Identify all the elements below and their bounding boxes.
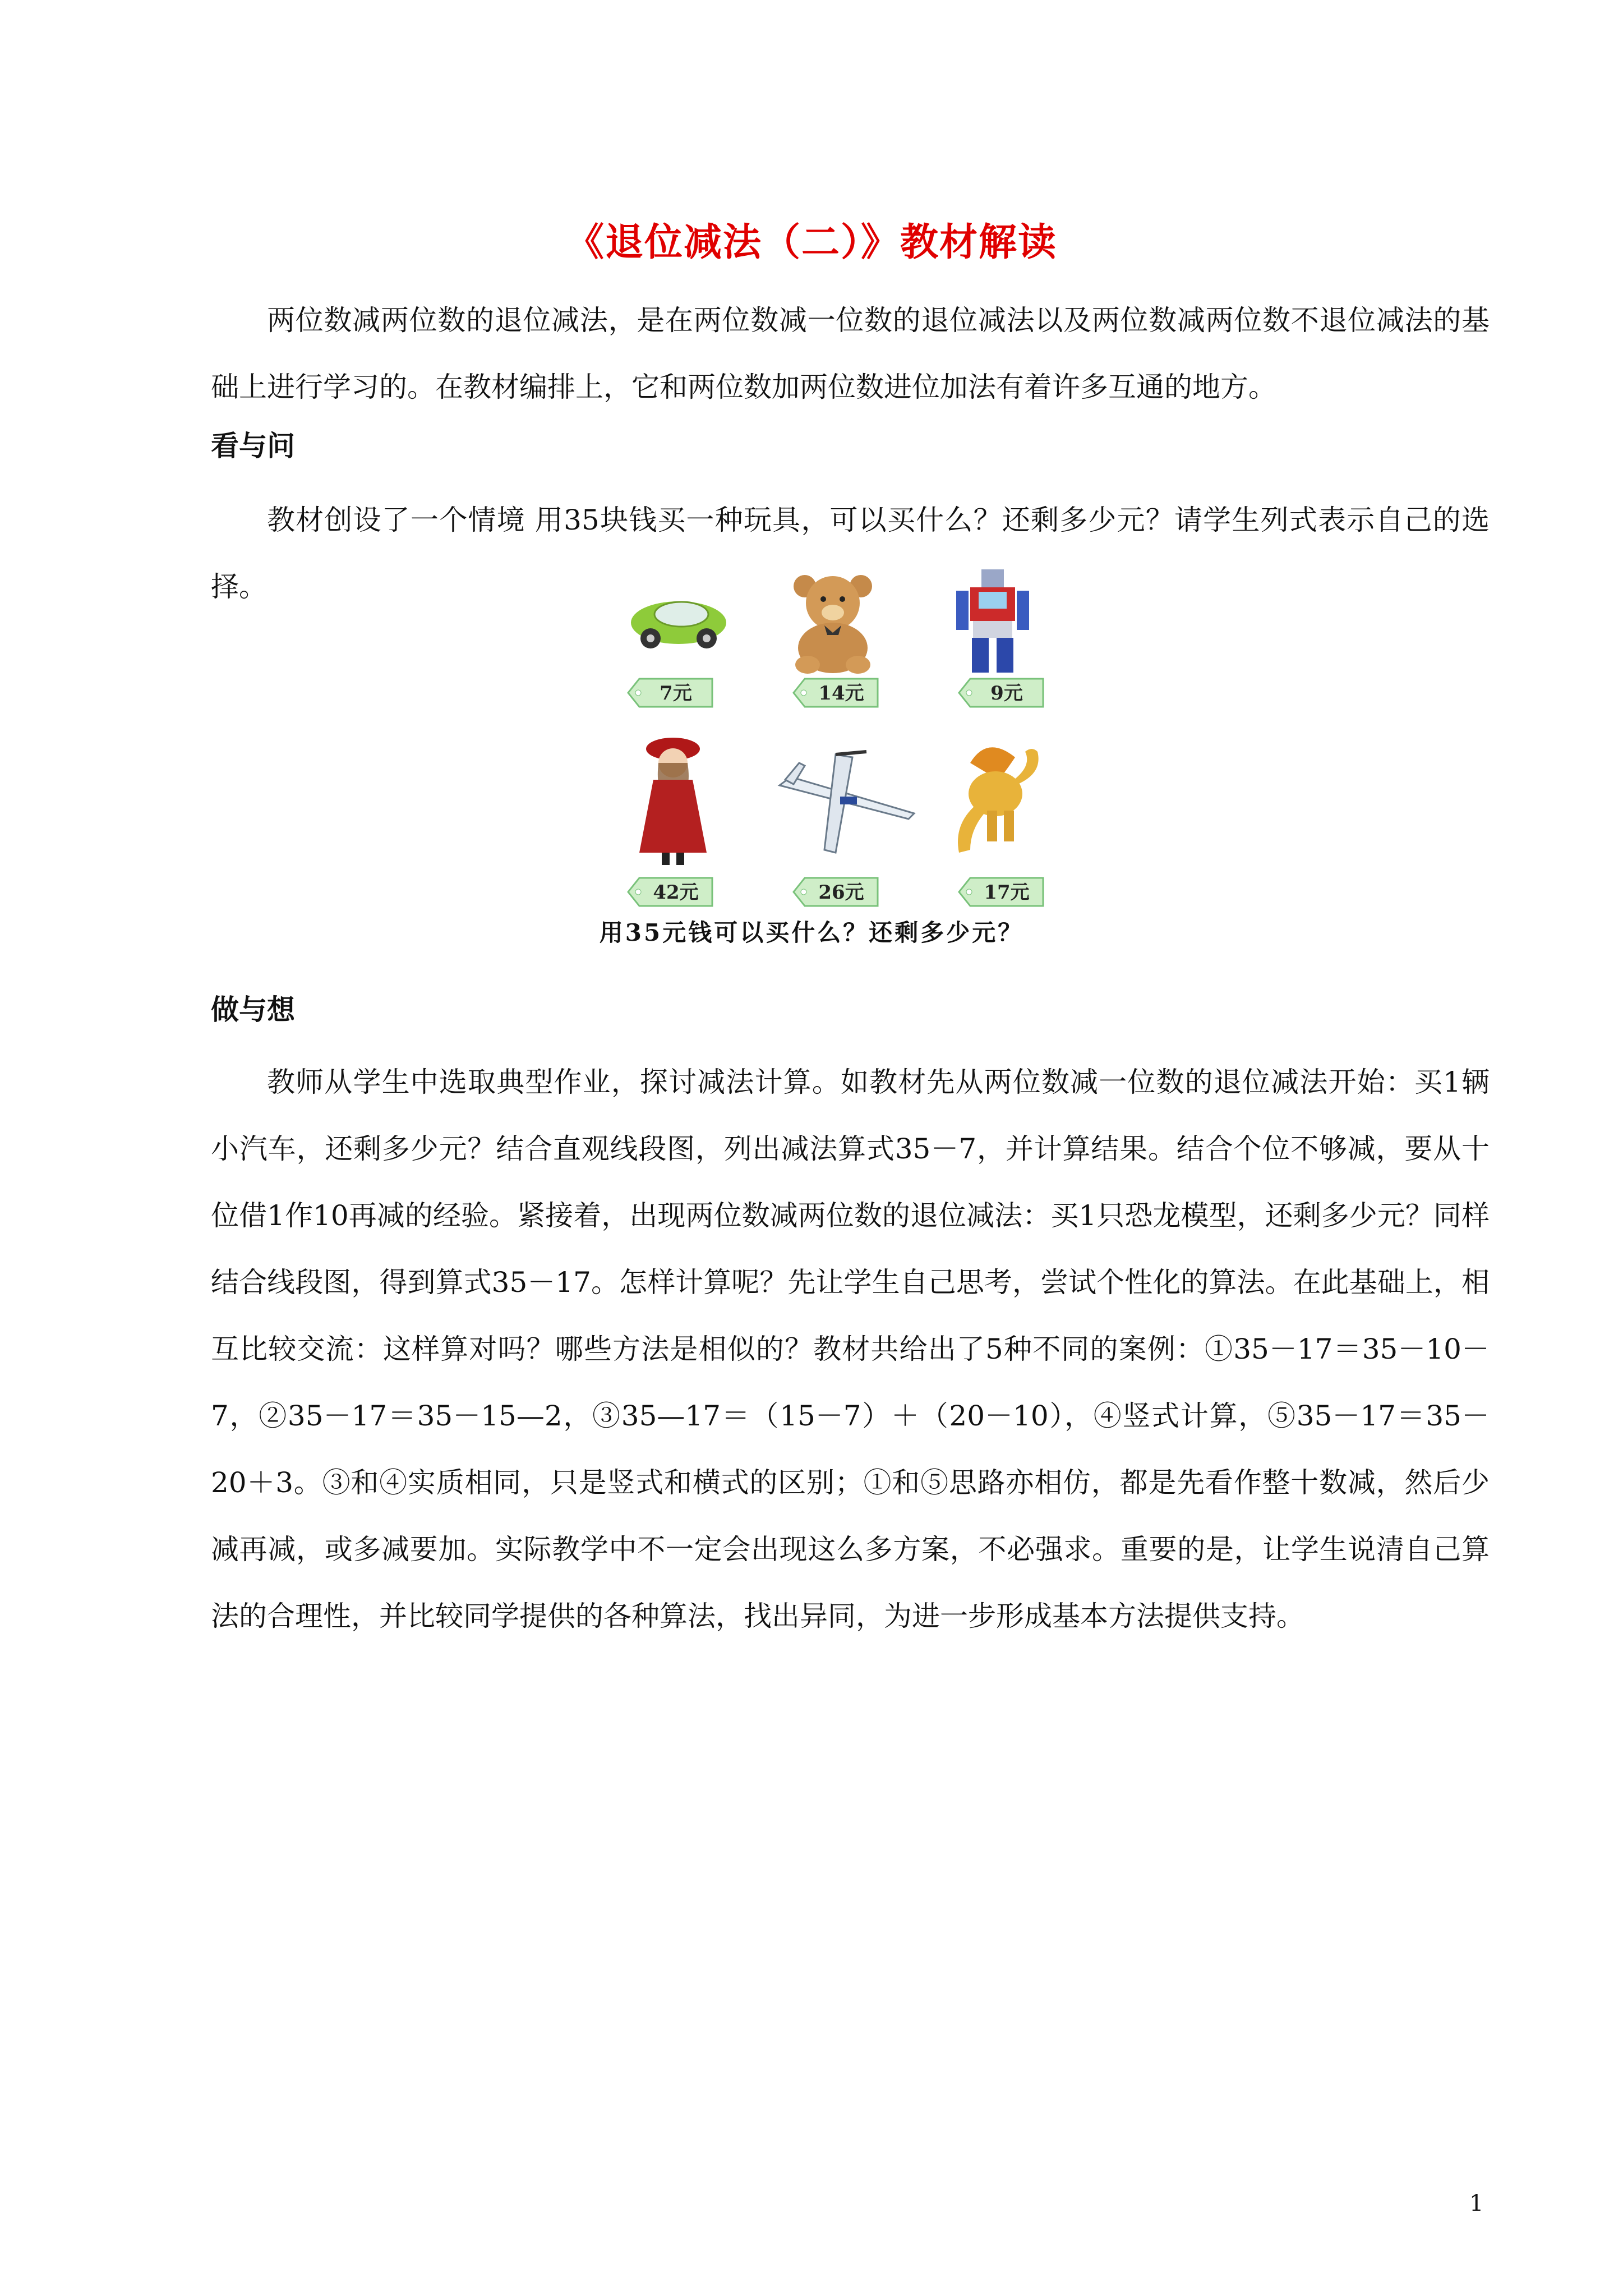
toy-car-icon — [631, 601, 726, 648]
section-look-ask-text: 教材创设了一个情境 用35块钱买一种玩具，可以买什么？还剩多少元？请学生列式表示自己的选择。 — [211, 504, 1490, 603]
price-tag — [794, 878, 878, 906]
price-tag-label: 42元 — [653, 881, 699, 904]
price-tag — [959, 878, 1043, 906]
dinosaur-icon — [958, 747, 1039, 853]
document-title: 《退位减法（二）》教材解读 — [565, 220, 1057, 265]
toys-figure — [606, 561, 1066, 954]
price-tag-label: 9元 — [990, 682, 1023, 705]
section-heading-look-ask: 看与问 — [211, 429, 295, 462]
price-tag-label: 26元 — [818, 881, 864, 904]
price-tag — [959, 679, 1043, 707]
figure-caption: 用35元钱可以买什么？还剩多少元？ — [599, 919, 1024, 946]
price-tag-label: 7元 — [660, 682, 692, 705]
doll-icon — [639, 738, 707, 865]
price-tag — [628, 679, 712, 707]
price-tag-label: 17元 — [984, 881, 1030, 904]
airplane-icon — [780, 752, 914, 853]
page-number: 1 — [1469, 2191, 1484, 2216]
section-heading-do-think: 做与想 — [211, 993, 295, 1026]
intro-paragraph: 两位数减两位数的退位减法，是在两位数减一位数的退位减法以及两位数减两位数不退位减法的基础上进行学习的。在教材编排上，它和两位数加两位数进位加法有着许多互通的地方。 — [211, 304, 1490, 403]
price-tag — [628, 878, 712, 906]
price-tag — [794, 679, 878, 707]
teddy-bear-icon — [794, 575, 872, 674]
price-tag-label: 14元 — [818, 682, 864, 705]
robot-icon — [956, 569, 1029, 673]
section-do-think-text: 教师从学生中选取典型作业，探讨减法计算。如教材先从两位数减一位数的退位减法开始：买1辆小汽车，还剩多少元？结合直观线段图，列出减法算式35－7，并计算结果。结合个位不够减，要从十位借1作10再减的经验。紧接着，出现两位数减两位数的退位减法：买1只恐龙模型，还剩多少元？同样结合线段图，得到算式35－17。怎样计算呢？先让学生自己思考，尝试个性化的算法。在此基础上，相互比较交流：这样算对吗？哪些方法是相似的？教材共给出了5种不同的案例：①35－17＝35－10－7，②35－17＝35－15—2，③35—17＝（15－7）＋（20－10），④竖式计算，⑤35－17＝35－20＋3。③和④实质相同，只是竖式和横式的区别；①和⑤思路亦相仿，都是先看作整十数减，然后少减再减，或多减要加。实际教学中不一定会出现这么多方案，不必强求。重要的是，让学生说清自己算法的合理性，并比较同学提供的各种算法，找出异同，为进一步形成基本方法提供支持。 — [211, 1066, 1490, 1632]
